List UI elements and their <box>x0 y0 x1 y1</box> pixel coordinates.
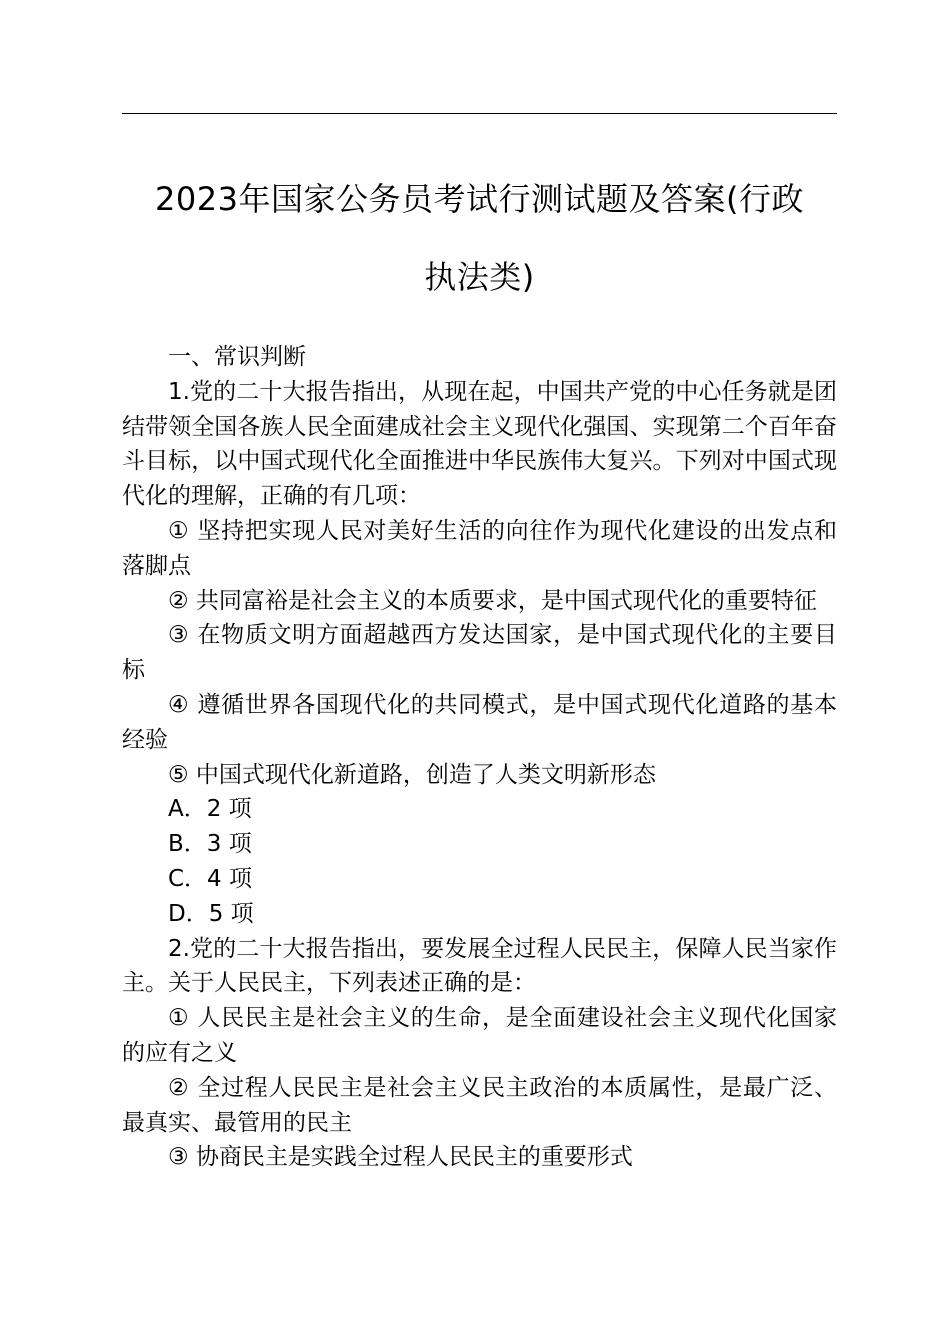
question-2-stem: 2.党的二十大报告指出，要发展全过程人民民主，保障人民当家作主。关于人民民主，下列表述正确的是： <box>122 935 837 997</box>
question-2-statement-1: ① 人民民主是社会主义的生命，是全面建设社会主义现代化国家的应有之义 <box>122 1005 837 1066</box>
title-line-2: 执法类) <box>424 258 535 296</box>
question-2-statement-3: ③ 协商民主是实践全过程人民民主的重要形式 <box>168 1144 633 1171</box>
document-body <box>122 340 837 1175</box>
question-1-option-d: D．5 项 <box>168 900 254 927</box>
question-1-statement-5: ⑤ 中国式现代化新道路，创造了人类文明新形态 <box>168 761 656 788</box>
question-1-stem: 1.党的二十大报告指出，从现在起，中国共产党的中心任务就是团结带领全国各族人民全面建成社会主义现代化强国、实现第二个百年奋斗目标，以中国式现代化全面推进中华民族伟大复兴。下列对中国式现代化的理解，正确的有几项： <box>122 378 837 510</box>
question-2-statement-2: ② 全过程人民民主是社会主义民主政治的本质属性，是最广泛、最真实、最管用的民主 <box>122 1074 837 1136</box>
question-1-option-c: C．4 项 <box>168 865 253 892</box>
question-1-option-a: A．2 项 <box>168 796 252 823</box>
document-title <box>122 160 837 316</box>
section-heading: 一、常识判断 <box>168 344 306 370</box>
question-1-statement-3: ③ 在物质文明方面超越西方发达国家，是中国式现代化的主要目标 <box>122 622 837 684</box>
header-rule <box>122 113 837 114</box>
question-1-statement-1: ① 坚持把实现人民对美好生活的向往作为现代化建设的出发点和落脚点 <box>122 517 837 579</box>
title-line-1: 2023年国家公务员考试行测试题及答案(行政 <box>155 180 804 218</box>
question-1-statement-4: ④ 遵循世界各国现代化的共同模式，是中国式现代化道路的基本经验 <box>122 691 837 753</box>
question-1-statement-2: ② 共同富裕是社会主义的本质要求，是中国式现代化的重要特征 <box>168 587 817 614</box>
question-1-option-b: B．3 项 <box>168 831 252 858</box>
